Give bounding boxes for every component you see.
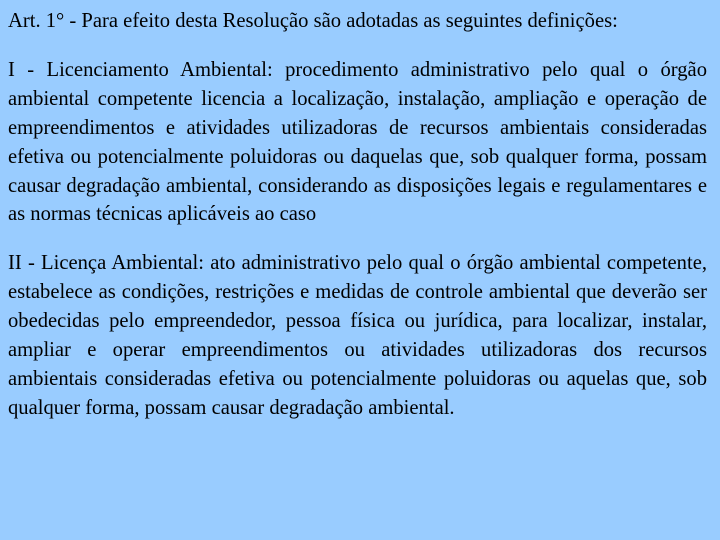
definition-licenca: II - Licença Ambiental: ato administrativo pelo qual o órgão ambiental competente, estabelece as condições, restrições e medidas de controle ambiental que deverão ser obedecidas pelo empreendedor, pessoa física ou jurídica, para localizar, instalar, ampliar e operar empreendimentos ou atividades utilizadoras dos recursos ambientais consideradas efetiva ou potencialmente poluidoras ou aquelas que, sob qualquer forma, possam causar degradação ambiental. <box>8 252 707 419</box>
definition-licenciamento: I - Licenciamento Ambiental: procedimento administrativo pelo qual o órgão ambiental competente licencia a localização, instalação, ampliação e operação de empreendimentos e atividades utilizadoras de recursos ambientais consideradas efetiva ou potencialmente poluidoras ou daquelas que, sob qualquer forma, possam causar degradação ambiental, considerando as disposições legais e regulamentares e as normas técnicas aplicáveis ao caso <box>8 58 707 226</box>
article-heading: Art. 1° - Para efeito desta Resolução são adotadas as seguintes definições: <box>8 10 618 32</box>
